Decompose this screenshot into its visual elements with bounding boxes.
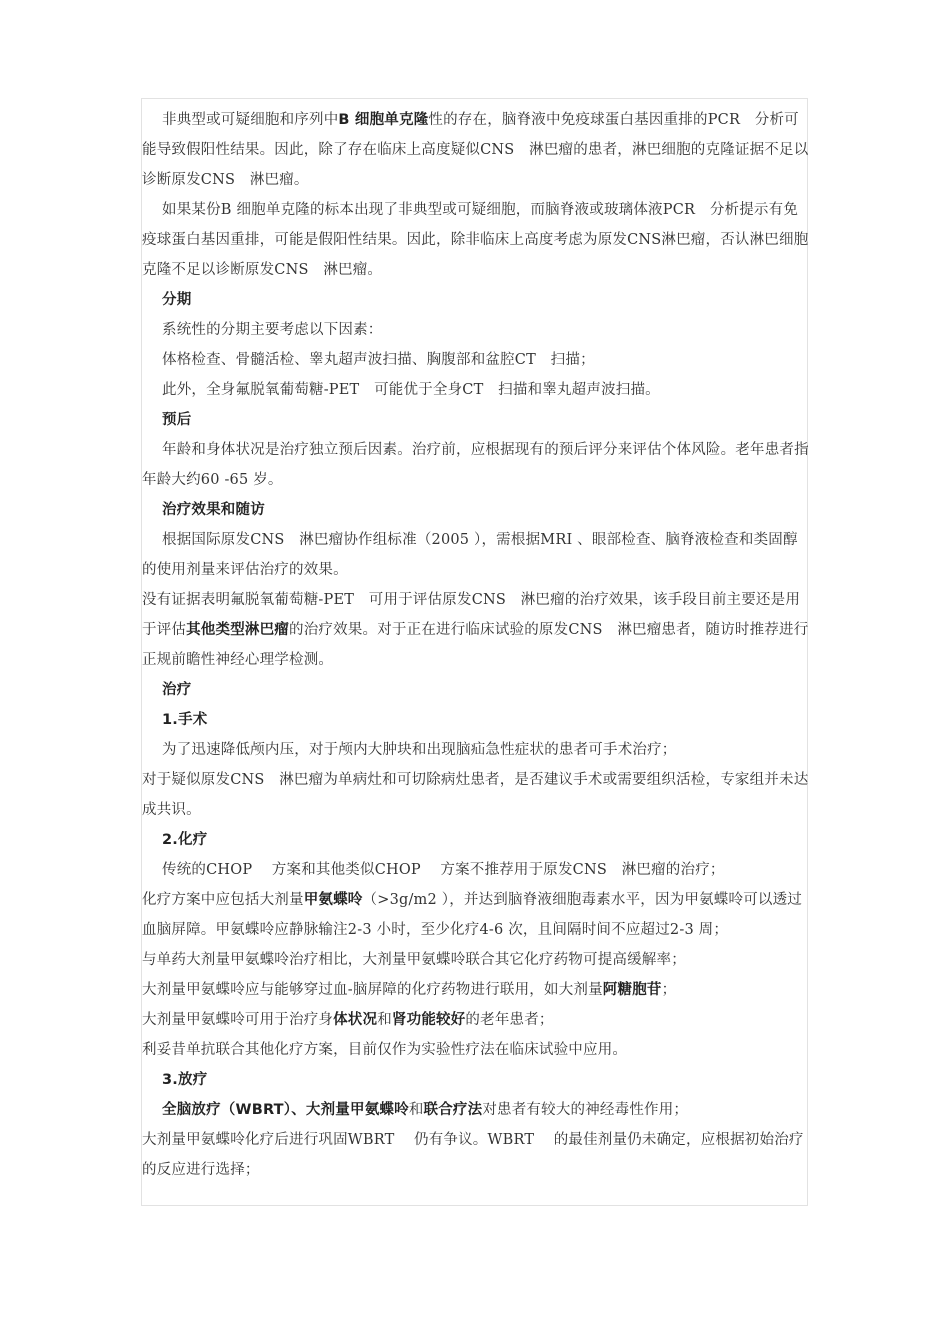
bold-term: 全脑放疗（WBRT） bbox=[162, 1102, 292, 1118]
paragraph-surgery-consensus: 对于疑似原发CNS 淋巴瘤为单病灶和可切除病灶患者，是否建议手术或需要组织活检，专家组并未达成共识。 bbox=[142, 772, 809, 818]
text-segment: ； bbox=[661, 982, 677, 998]
text-segment: 性的存在，脑脊液中免疫球蛋白基因重排的PCR 分析可能导致假阳性结果。因此，除了存在临床上高度疑似CNS 淋巴瘤的患者，淋巴细胞的克隆证据不足以诊断原发CNS 淋巴瘤。 bbox=[142, 112, 809, 188]
text-segment: 和 bbox=[408, 1102, 424, 1118]
bold-term: 体状况 bbox=[333, 1012, 378, 1028]
text-segment: 非典型或可疑细胞和序列中 bbox=[162, 112, 339, 128]
paragraph-response-criteria: 根据国际原发CNS 淋巴瘤协作组标准（2005 ），需根据MRI 、眼部检查、脑脊液检查和类固醇的使用剂量来评估治疗的效果。 bbox=[142, 532, 798, 578]
heading-treatment: 治疗 bbox=[162, 682, 192, 698]
text-segment: 的老年患者； bbox=[465, 1012, 554, 1028]
heading-prognosis: 预后 bbox=[162, 412, 192, 428]
text-segment: 的治疗效果。对于正在进行临床试验的原发CNS 淋巴瘤患者，随访时推荐进行正规前瞻性神经心理学检测。 bbox=[142, 622, 809, 668]
text-segment: 和 bbox=[377, 1012, 392, 1028]
text-segment: 对患者有较大的神经毒性作用； bbox=[482, 1102, 689, 1118]
document-body bbox=[142, 105, 810, 1185]
text-segment: 大剂量甲氨蝶呤应与能够穿过血-脑屏障的化疗药物进行联用，如大剂量 bbox=[142, 982, 603, 998]
bold-term: 甲氨蝶呤 bbox=[303, 892, 363, 908]
bold-term: 联合疗法 bbox=[423, 1102, 483, 1118]
heading-chemotherapy: 2.化疗 bbox=[162, 832, 208, 848]
bold-term: 其他类型淋巴瘤 bbox=[186, 622, 290, 638]
paragraph-staging-pet: 此外，全身氟脱氧葡萄糖-PET 可能优于全身CT 扫描和睾丸超声波扫描。 bbox=[162, 382, 660, 398]
bold-term: 阿糖胞苷 bbox=[602, 982, 662, 998]
bold-term: B 细胞单克隆 bbox=[338, 112, 429, 128]
text-segment: 化疗方案中应包括大剂量 bbox=[142, 892, 304, 908]
paragraph-chop: 传统的CHOP 方案和其他类似CHOP 方案不推荐用于原发CNS 淋巴瘤的治疗； bbox=[162, 862, 725, 878]
paragraph-prognosis: 年龄和身体状况是治疗独立预后因素。治疗前，应根据现有的预后评分来评估个体风险。老年患者指年龄大约60 -65 岁。 bbox=[142, 442, 809, 488]
bold-term: 大剂量甲氨蝶呤 bbox=[305, 1102, 409, 1118]
heading-surgery: 1.手术 bbox=[162, 712, 208, 728]
paragraph-surgery-indication: 为了迅速降低颅内压，对于颅内大肿块和出现脑疝急性症状的患者可手术治疗； bbox=[162, 742, 677, 758]
paragraph-staging-exams: 体格检查、骨髓活检、睾丸超声波扫描、胸腹部和盆腔CT 扫描； bbox=[162, 352, 595, 368]
paragraph-rituximab: 利妥昔单抗联合其他化疗方案，目前仅作为实验性疗法在临床试验中应用。 bbox=[142, 1042, 628, 1058]
paragraph-elderly bbox=[142, 1005, 810, 1035]
text-segment: 大剂量甲氨蝶呤可用于治疗身 bbox=[142, 1012, 334, 1028]
heading-radiotherapy: 3.放疗 bbox=[162, 1072, 208, 1088]
paragraph-pet-evaluation bbox=[142, 585, 810, 675]
paragraph-staging-factors: 系统性的分期主要考虑以下因素： bbox=[162, 322, 383, 338]
paragraph-methotrexate-dose bbox=[142, 885, 810, 945]
paragraph-pcr-false-positive bbox=[142, 105, 810, 195]
text-segment: 没有证据表明氟脱氧葡萄糖-PET 可用于评估原发CNS 淋巴瘤的治疗效果，该手段目前主要还是用于评估 bbox=[142, 592, 801, 638]
paragraph-combination-response: 与单药大剂量甲氨蝶呤治疗相比，大剂量甲氨蝶呤联合其它化疗药物可提高缓解率； bbox=[142, 952, 686, 968]
heading-response-followup: 治疗效果和随访 bbox=[162, 502, 265, 518]
paragraph-cytarabine bbox=[142, 975, 810, 1005]
heading-staging: 分期 bbox=[162, 292, 192, 308]
text-segment: （>3g/m2 ），并达到脑脊液细胞毒素水平，因为甲氨蝶呤可以透过血脑屏障。甲氨蝶呤应静脉输注2-3 小时，至少化疗4-6 次，且间隔时间不应超过2-3 周； bbox=[142, 892, 802, 938]
bold-term: 肾功能较好 bbox=[391, 1012, 466, 1028]
paragraph-neurotoxicity bbox=[142, 1095, 810, 1125]
paragraph-wbrt-consolidation: 大剂量甲氨蝶呤化疗后进行巩固WBRT 仍有争议。WBRT 的最佳剂量仍未确定，应根据初始治疗的反应进行选择； bbox=[142, 1132, 804, 1178]
paragraph-b-cell-specimen: 如果某份B 细胞单克隆的标本出现了非典型或可疑细胞，而脑脊液或玻璃体液PCR 分析提示有免疫球蛋白基因重排，可能是假阳性结果。因此，除非临床上高度考虑为原发CNS淋巴瘤，否认淋巴细胞克隆不足以诊断原发CNS 淋巴瘤。 bbox=[142, 202, 809, 278]
bold-term: 、 bbox=[291, 1102, 306, 1118]
